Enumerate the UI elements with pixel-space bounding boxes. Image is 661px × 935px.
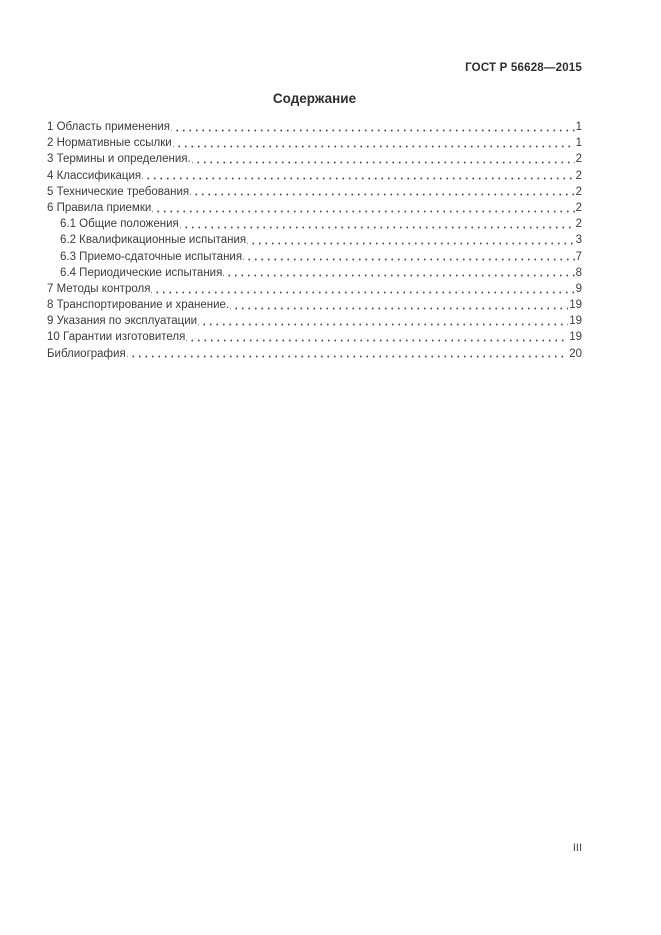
- toc-entry-page: 19: [569, 299, 582, 312]
- toc-entry-page: 8: [575, 266, 582, 279]
- toc-entry: [47, 216, 582, 232]
- toc-entry-label: 4 Классификация: [47, 169, 142, 182]
- page-title: Содержание: [272, 91, 357, 106]
- toc-entry-page: 2: [575, 218, 582, 231]
- dot-leader: [142, 168, 574, 184]
- toc-entry-page: 2: [575, 153, 582, 166]
- toc-entry-label: 5 Технические требования: [47, 185, 190, 198]
- dot-leader: [127, 346, 569, 362]
- toc-entry: [47, 168, 582, 184]
- dot-leader: [173, 135, 575, 151]
- toc-entry: [47, 329, 582, 345]
- toc-entry-label: 6.2 Квалификационные испытания: [60, 234, 247, 247]
- dot-leader: [230, 297, 568, 313]
- toc-entry-label: 8 Транспортирование и хранение.: [47, 299, 230, 312]
- toc-entry: [47, 151, 582, 167]
- document-code: ГОСТ Р 56628—2015: [465, 62, 582, 74]
- toc-entry-label: 3 Термины и определения.: [47, 153, 191, 166]
- dot-leader: [190, 184, 574, 200]
- toc-entry-label: 6 Правила приемки: [47, 201, 152, 214]
- toc-entry: [47, 281, 582, 297]
- toc-entry-page: 2: [575, 201, 582, 214]
- dot-leader: [152, 200, 574, 216]
- toc-entry-page: 19: [569, 315, 582, 328]
- table-of-contents: [47, 119, 582, 362]
- toc-entry: [47, 119, 582, 135]
- toc-entry-label: 10 Гарантии изготовителя: [47, 331, 186, 344]
- toc-entry-page: 20: [569, 347, 582, 360]
- toc-entry-label: Библиография: [47, 347, 126, 360]
- dot-leader: [171, 119, 575, 135]
- toc-entry: [47, 265, 582, 281]
- dot-leader: [223, 265, 574, 281]
- toc-entry-label: 1 Область применения: [47, 121, 171, 133]
- toc-entry: [47, 346, 582, 362]
- toc-entry: [47, 232, 582, 248]
- toc-entry: [47, 135, 582, 151]
- toc-entry-page: 1: [575, 121, 582, 133]
- toc-entry-label: 6.4 Периодические испытания: [60, 266, 223, 279]
- dot-leader: [243, 249, 575, 265]
- footer-page-number: III: [572, 842, 582, 854]
- toc-entry-label: 6.1 Общие положения: [60, 218, 179, 231]
- toc-entry: [47, 313, 582, 329]
- toc-entry: [47, 200, 582, 216]
- dot-leader: [151, 281, 574, 297]
- dot-leader: [192, 151, 575, 167]
- toc-entry-page: 1: [575, 137, 582, 150]
- document-page: [47, 0, 582, 362]
- dot-leader: [198, 313, 568, 329]
- toc-entry: [47, 297, 582, 313]
- toc-entry-label: 2 Нормативные ссылки: [47, 137, 172, 150]
- toc-entry-page: 2: [575, 185, 582, 198]
- dot-leader: [247, 232, 574, 248]
- toc-entry-label: 9 Указания по эксплуатации: [47, 315, 198, 328]
- toc-entry-page: 9: [575, 282, 582, 295]
- toc-entry-page: 3: [575, 234, 582, 247]
- dot-leader: [186, 329, 568, 345]
- toc-entry: [47, 184, 582, 200]
- toc-entry-label: 6.3 Приемо-сдаточные испытания: [60, 250, 243, 263]
- toc-entry: [47, 249, 582, 265]
- toc-entry-page: 7: [575, 250, 582, 263]
- toc-entry-label: 7 Методы контроля: [47, 282, 151, 295]
- dot-leader: [180, 216, 575, 232]
- toc-entry-page: 19: [569, 331, 582, 344]
- toc-entry-page: 2: [575, 169, 582, 182]
